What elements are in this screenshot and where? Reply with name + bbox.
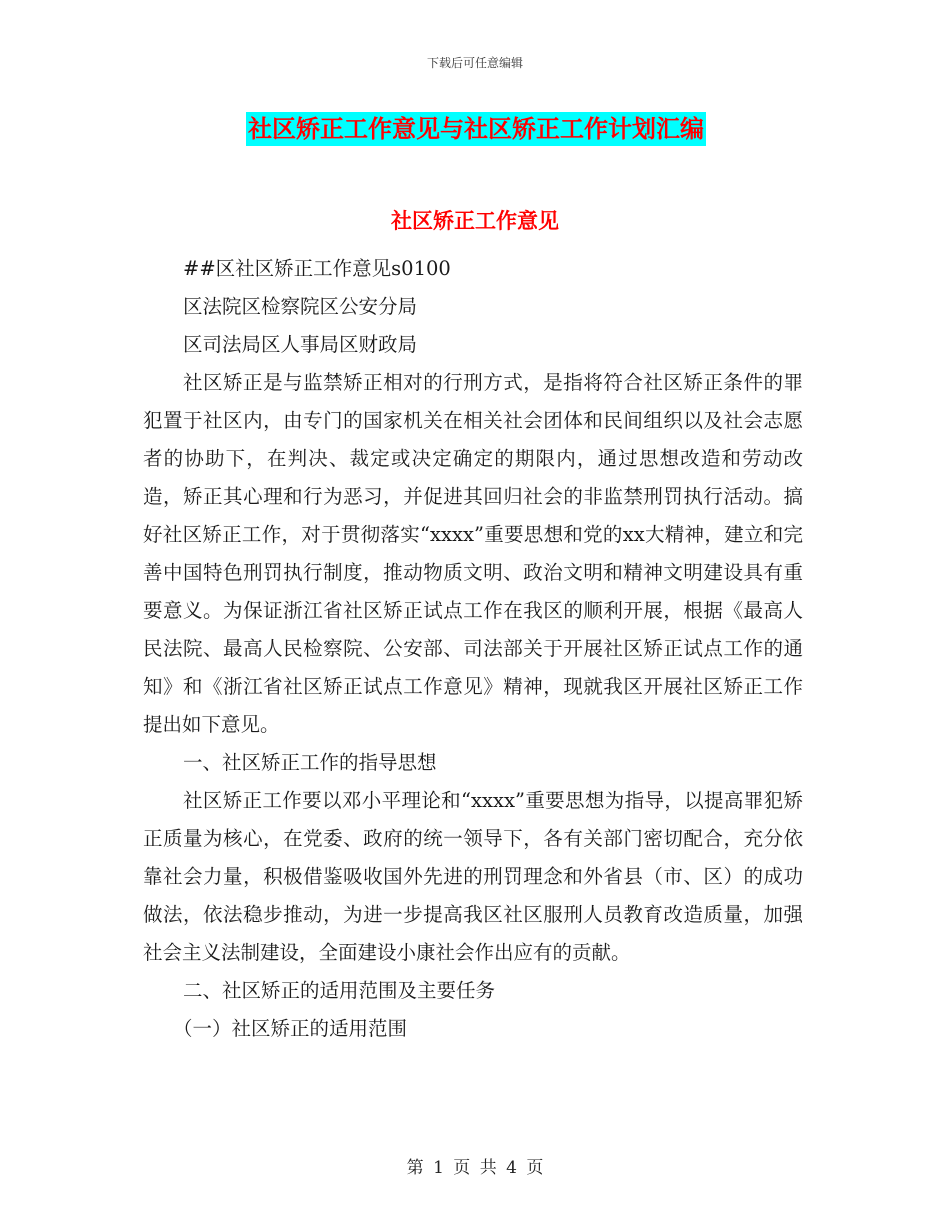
page-footer: 第 1 页 共 4 页 bbox=[406, 1158, 544, 1178]
document-main-title: 社区矫正工作意见与社区矫正工作计划汇编 bbox=[246, 112, 706, 146]
section-heading-2: 二、社区矫正的适用范围及主要任务 bbox=[183, 979, 496, 1002]
issuers-line-1: 区法院区检察院区公安分局 bbox=[183, 295, 418, 318]
header-note: 下载后可任意编辑 bbox=[426, 56, 523, 70]
section-title: 社区矫正工作意见 bbox=[391, 209, 559, 233]
document-number-line: ##区社区矫正工作意见s0100 bbox=[183, 257, 451, 280]
intro-paragraph: 社区矫正是与监禁矫正相对的行刑方式，是指将符合社区矫正条件的罪犯置于社区内，由专门的国家机关在相关社会团体和民间组织以及社会志愿者的协助下，在判决、裁定或决定确定的期限内，通过思想改造和劳动改造，矫正其心理和行为恶习，并促进其回归社会的非监禁刑罚执行活动。搞好社区矫正工作，对于贯彻落实“xxxx”重要思想和党的xx大精神，建立和完善中国特色刑罚执行制度，推动物质文明、政治文明和精神文明建设具有重要意义。为保证浙江省社区矫正试点工作在我区的顺利开展，根据《最高人民法院、最高人民检察院、公安部、司法部关于开展社区矫正试点工作的通知》和《浙江省社区矫正试点工作意见》精神，现就我区开展社区矫正工作提出如下意见。 bbox=[143, 371, 803, 736]
sub-heading-1: （一）社区矫正的适用范围 bbox=[173, 1017, 408, 1040]
issuers-line-2: 区司法局区人事局区财政局 bbox=[183, 333, 418, 356]
section-heading-1: 一、社区矫正工作的指导思想 bbox=[183, 751, 437, 774]
document-body bbox=[143, 250, 803, 1048]
guiding-paragraph: 社区矫正工作要以邓小平理论和“xxxx”重要思想为指导，以提高罪犯矫正质量为核心，在党委、政府的统一领导下，各有关部门密切配合，充分依靠社会力量，积极借鉴吸收国外先进的刑罚理念和外省县（市、区）的成功做法，依法稳步推动，为进一步提高我区社区服刑人员教育改造质量，加强社会主义法制建设，全面建设小康社会作出应有的贡献。 bbox=[143, 789, 803, 964]
